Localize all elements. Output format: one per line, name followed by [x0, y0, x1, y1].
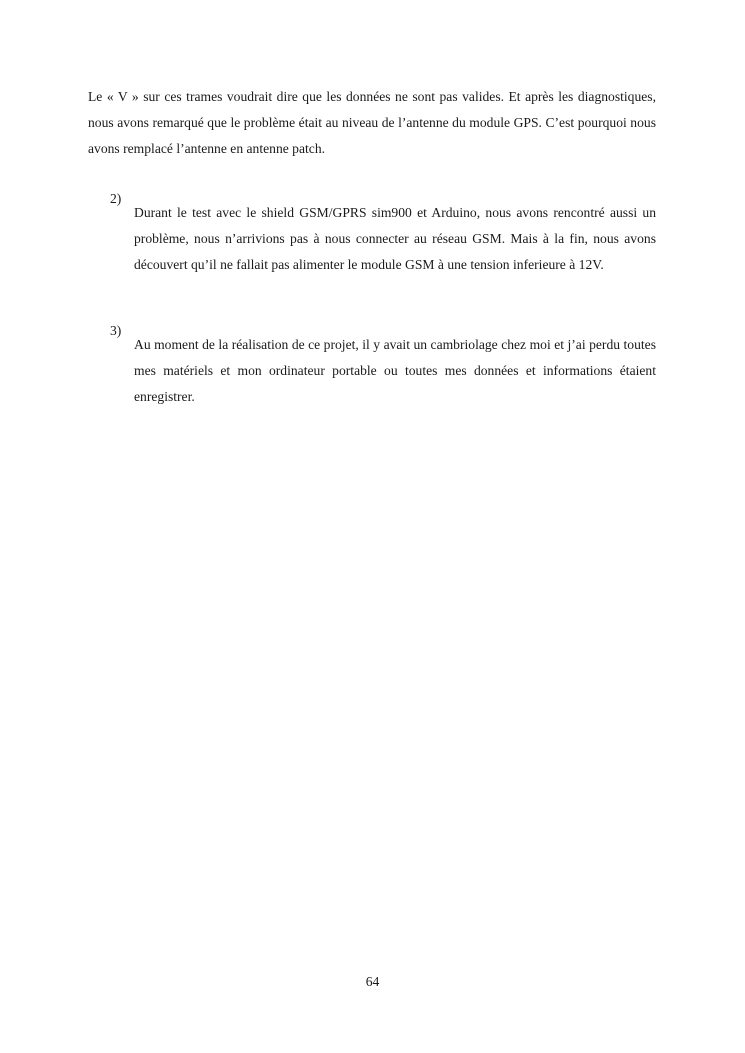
- list-item: [110, 318, 656, 423]
- list-item-number: 2): [110, 191, 122, 206]
- list-item-text: Durant le test avec le shield GSM/GPRS sim900 et Arduino, nous avons rencontré aussi un problème, nous n’arrivions pas à nous connecter au réseau GSM. Mais à la fin, nous avons découvert qu’il ne fallait pas alimenter le module GSM à une tension inferieure à 12V.: [134, 204, 656, 272]
- list-item: [110, 186, 656, 291]
- intro-paragraph: Le « V » sur ces trames voudrait dire que les données ne sont pas valides. Et après les diagnostiques, nous avons remarqué que le problème était au niveau de l’antenne du module GPS. C’est pourquoi nous avons remplacé l’antenne en antenne patch.: [88, 89, 656, 156]
- list-item-text: Au moment de la réalisation de ce projet, il y avait un cambriolage chez moi et j’ai perdu toutes mes matériels et mon ordinateur portable ou toutes mes données et informations étaient enregistrer.: [134, 336, 656, 404]
- page-number: 64: [365, 974, 380, 989]
- list-item-number: 3): [110, 323, 122, 338]
